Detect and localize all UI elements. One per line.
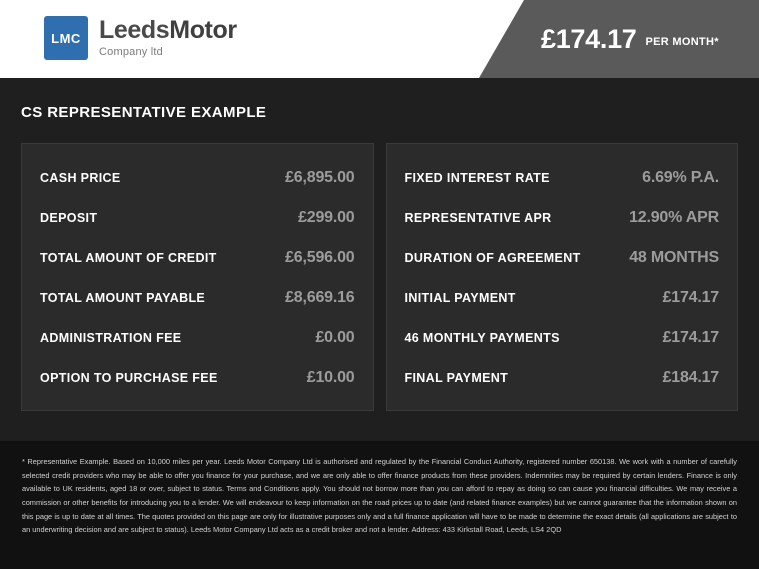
page-header	[0, 0, 759, 78]
row-label: CASH PRICE	[40, 171, 121, 185]
row-value: 6.69% P.A.	[642, 169, 719, 186]
row-label: FIXED INTEREST RATE	[404, 171, 550, 185]
row-value: £0.00	[315, 329, 355, 346]
row-label: 46 MONTHLY PAYMENTS	[404, 331, 560, 345]
table-row	[403, 238, 722, 278]
row-label: DURATION OF AGREEMENT	[404, 251, 581, 265]
row-value: 48 MONTHS	[629, 249, 719, 266]
brand-text	[99, 18, 237, 58]
row-value: £174.17	[662, 329, 719, 346]
row-value: £8,669.16	[285, 289, 355, 306]
finance-details-panels	[0, 121, 759, 411]
row-value: £299.00	[298, 209, 355, 226]
table-row	[403, 278, 722, 318]
table-row	[38, 278, 357, 318]
table-row	[38, 158, 357, 198]
row-label: REPRESENTATIVE APR	[404, 211, 552, 225]
row-label: INITIAL PAYMENT	[404, 291, 516, 305]
table-row	[403, 158, 722, 198]
row-label: ADMINISTRATION FEE	[40, 331, 182, 345]
brand-tagline: Company ltd	[99, 46, 163, 58]
table-row	[38, 238, 357, 278]
row-label: DEPOSIT	[40, 211, 98, 225]
brand-logo[interactable]	[44, 16, 237, 60]
row-label: OPTION TO PURCHASE FEE	[40, 371, 218, 385]
table-row	[403, 198, 722, 238]
row-value: £184.17	[662, 369, 719, 386]
row-value: £10.00	[306, 369, 355, 386]
table-row	[38, 318, 357, 358]
page-title: CS REPRESENTATIVE EXAMPLE	[21, 104, 267, 121]
left-details-panel	[21, 143, 374, 411]
row-value: £6,895.00	[285, 169, 355, 186]
brand-name	[99, 18, 237, 43]
row-label: TOTAL AMOUNT OF CREDIT	[40, 251, 217, 265]
logo-icon: LMC	[44, 16, 88, 60]
row-value: £6,596.00	[285, 249, 355, 266]
disclaimer-text: * Representative Example. Based on 10,000 miles per year. Leeds Motor Company Ltd is authorised and regulated by the Financial Conduct Authority, registered number 650138. We work with a number of carefully selected credit providers who may be able to offer you finance for your purchase, and we are only able to offer finance products from these providers. Indemnities may be required by certain lenders. Finance is only available to UK residents, aged 18 or over, subject to status. Terms and Conditions apply. You should not borrow more than you can afford to repay as doing so can cause you financial difficulties. We may receive a commission or other benefits for introducing you to a lender. We will endeavour to keep information on the road prices up to date (and related finance examples) but we cannot guarantee that the information shown on this page is up to date at all times. The quotes provided on this page are only for illustrative purposes only and a full finance application will have to be made to determine the exact details (all applications are subject to an underwriting decision and are subject to status). Leeds Motor Company Ltd acts as a credit broker and not a lender. Address: 433 Kirkstall Road, Leeds, LS4 2QD	[0, 441, 759, 569]
table-row	[403, 358, 722, 398]
monthly-price-period: PER MONTH*	[645, 36, 719, 48]
monthly-price-group	[479, 0, 759, 78]
table-row	[38, 358, 357, 398]
row-value: £174.17	[662, 289, 719, 306]
monthly-price-amount: £174.17	[541, 23, 637, 54]
brand-name-part1: Leeds	[99, 16, 170, 44]
row-value: 12.90% APR	[629, 209, 719, 226]
table-row	[38, 198, 357, 238]
right-details-panel	[386, 143, 739, 411]
row-label: TOTAL AMOUNT PAYABLE	[40, 291, 206, 305]
row-label: FINAL PAYMENT	[404, 371, 509, 385]
brand-name-part2: Motor	[169, 16, 237, 44]
table-row	[403, 318, 722, 358]
